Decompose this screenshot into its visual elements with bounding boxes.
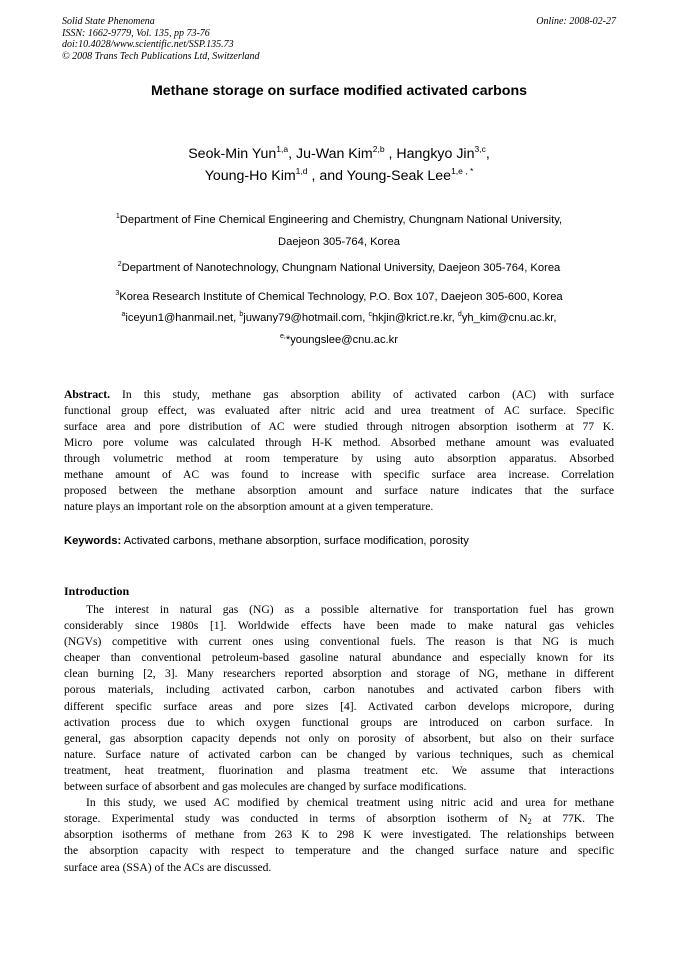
body-line: absorption isotherms of methane from 263 K to 298 K were investigated. The relationships between — [64, 828, 614, 842]
body-line: porous materials, including activated carbon, carbon nanotubes and activated carbon fibers with — [64, 683, 614, 697]
abstract-line: proposed between the methane absorption amount and surface nature indicates that the surface — [64, 484, 614, 497]
copyright-line: © 2008 Trans Tech Publications Ltd, Switzerland — [62, 50, 260, 62]
body-line: cheaper than conventional petroleum-based gasoline natural abundance and especially known for its — [64, 651, 614, 665]
email-link[interactable]: iceyun1@hanmail.net, — [125, 312, 240, 324]
abstract-label: Abstract. — [64, 388, 111, 401]
body-line: treatment, heat treatment, fluorination and plasma treatment etc. We assume that interactions — [64, 763, 614, 777]
body-line: clean burning [2, 3]. Many researchers reported absorption and storage of NG, methane in different — [64, 667, 614, 681]
body-line: general, gas absorption capacity depends not only on porosity of absorbent, but also on their surface — [64, 731, 614, 745]
issn-line: ISSN: 1662-9779, Vol. 135, pp 73-76 — [62, 27, 210, 39]
abstract-line: nature plays an important role on the absorption amount at a given temperature. — [64, 500, 434, 513]
introduction-body — [64, 602, 614, 876]
author-list — [0, 143, 678, 187]
affiliation-2: $^2$Department of Nanotechnology, Chungnam National University, Daejeon 305-764, Korea — [117, 261, 561, 274]
online-date: Online: 2008-02-27 — [536, 16, 616, 27]
affiliation-1: $^1$Department of Fine Chemical Engineering and Chemistry, Chungnam National University, Daejeon 305-764, Korea — [115, 213, 563, 248]
email-link[interactable]: *youngslee@cnu.ac.kr — [285, 334, 398, 346]
author-affiliation-mark: 1,d — [295, 166, 308, 176]
body-line: storage. Experimental study was conducted in terms of absorption isotherm of $N_2$ at 77K. The — [64, 812, 614, 827]
journal-name: Solid State Phenomena — [62, 16, 155, 27]
paper-title: Methane storage on surface modified activated carbons — [150, 83, 528, 99]
body-line: between surface of absorbent and gas molecules are changed by surface modifications. — [64, 780, 467, 794]
author-separator: , — [485, 146, 490, 162]
author-name: Seok-Min Yun — [188, 146, 277, 162]
abstract-line: Micro pore volume was calculated through H-K method. Absorbed methane amount was evaluated — [64, 436, 614, 449]
author-emails: $^a$iceyun1@hanmail.net, $^b$juwany79@hotmail.com, $^c$hkjin@krict.re.kr, $^d$yh_kim@cnu.ac.kr, $^{e,}$*youngslee@cnu.ac.kr — [121, 311, 557, 346]
author-affiliation-mark: 3,c — [474, 144, 486, 154]
doi-line: doi:10.4028/www.scientific.net/SSP.135.73 — [62, 39, 234, 50]
body-line: In this study, we used AC modified by chemical treatment using nitric acid and urea for methane — [86, 796, 614, 810]
email-link[interactable]: yh_kim@cnu.ac.kr, — [461, 312, 557, 324]
author-name: , and Young-Seak Lee — [307, 168, 452, 184]
keywords-label: Keywords: — [64, 535, 122, 547]
body-line: The interest in natural gas (NG) as a possible alternative for transportation fuel has grown — [86, 603, 614, 616]
affiliation-3: $^3$Korea Research Institute of Chemical Technology, P.O. Box 107, Daejeon 305-600, Korea — [115, 290, 563, 303]
section-heading: Introduction — [64, 584, 130, 598]
body-line: surface area (SSA) of the ACs are discussed. — [64, 860, 272, 874]
keywords — [64, 534, 614, 548]
body-line: (NGVs) competitive with current ones using conventional fuels. The reason is that NG is much — [64, 635, 614, 649]
journal-header — [62, 16, 260, 62]
body-line: considerably since 1980s [1]. Worldwide effects have been made to make natural gas vehicles — [64, 619, 614, 633]
body-line: the absorption capacity with respect to temperature and the changed surface nature and specific — [64, 844, 614, 858]
email-link[interactable]: juwany79@hotmail.com, — [243, 312, 369, 324]
abstract-line: functional group effect, was evaluated after nitric acid and urea treatment of AC surface. Specific — [64, 404, 614, 417]
body-line: different specific surface areas and pore sizes [4]. Activated carbon develops micropore, during — [64, 699, 614, 713]
email-link[interactable]: hkjin@krict.re.kr, — [371, 312, 458, 324]
author-affiliation-mark: 2,b — [372, 144, 385, 154]
abstract: Abstract. In this study, methane gas absorption ability of activated carbon (AC) with surface functional group effect, was evaluated after nitric acid and urea treatment of AC surface. Specific surface area and pore distribution of AC were studied through nitrogen absorption isotherm at 77 K. Micro pore volume was calculated through H-K method. Absorbed methane amount was evaluated through volumetric method at room temperature by using auto absorption apparatus. Absorbed methane amount of AC was found to increase with specific surface area increase. Correlation proposed between the methane absorption amount and surface nature indicates that the surface nature plays an important role on the absorption amount at a given temperature. — [64, 388, 614, 513]
author-affiliation-mark: 1,e , * — [451, 166, 474, 176]
body-line: activation process due to which oxygen functional groups are introduced on carbon surface. In — [64, 715, 614, 729]
keywords-text: Activated carbons, methane absorption, surface modification, porosity — [121, 535, 469, 547]
abstract-line: surface area and pore distribution of AC were studied through nitrogen absorption isotherm at 77 K. — [64, 420, 614, 433]
author-affiliation-mark: 1,a — [276, 144, 289, 154]
author-name: , Hangkyo Jin — [384, 146, 475, 162]
abstract-line: through volumetric method at room temperature by using auto absorption apparatus. Absorbed — [64, 452, 614, 465]
body-line: nature. Surface nature of activated carbon can be changed by various techniques, such as chemical — [64, 747, 614, 761]
author-name: , Ju-Wan Kim — [288, 146, 373, 162]
author-name: Young-Ho Kim — [204, 168, 296, 184]
abstract-line: methane amount of AC was found to increase with specific surface area increase. Correlation — [64, 468, 614, 481]
